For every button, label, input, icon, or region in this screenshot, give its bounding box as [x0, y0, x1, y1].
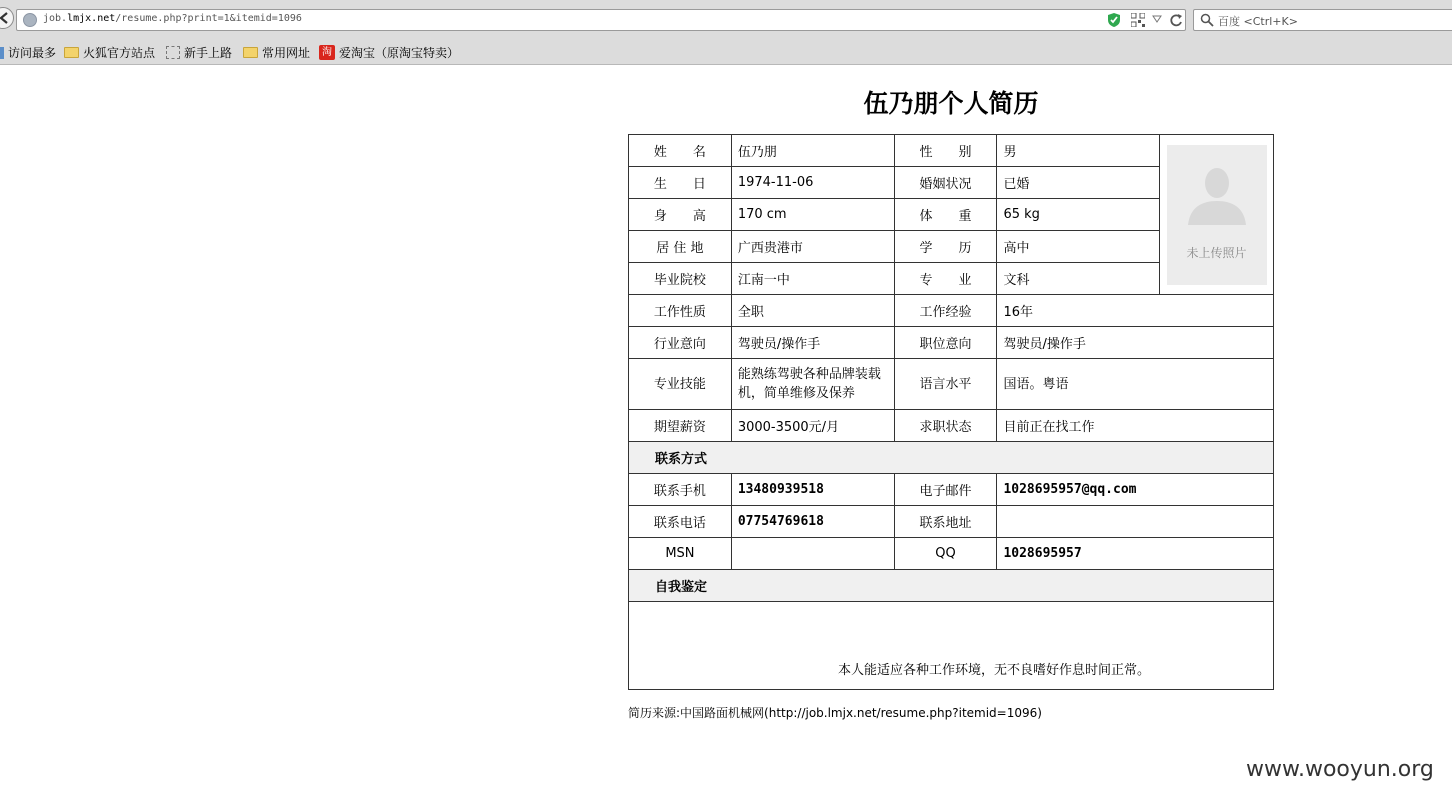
table-row	[629, 538, 1274, 570]
photo-label: 未上传照片	[1186, 245, 1247, 260]
self-assessment-text: 本人能适应各种工作环境，无不良嗜好作息时间正常。	[629, 602, 1274, 690]
value-experience: 16年	[997, 295, 1274, 327]
value-education: 高中	[997, 231, 1160, 263]
value-qq: 1028695957	[997, 538, 1274, 570]
label-residence: 居 住 地	[629, 231, 732, 263]
search-placeholder: 百度 <Ctrl+K>	[1218, 15, 1298, 28]
label-address: 联系地址	[894, 506, 997, 538]
label-major: 专 业	[894, 263, 997, 295]
folder-icon	[243, 47, 258, 58]
taobao-icon: 淘	[319, 45, 335, 60]
resume-source: 简历来源:中国路面机械网(http://job.lmjx.net/resume.php?itemid=1096)	[628, 706, 1042, 720]
value-height: 170 cm	[731, 199, 894, 231]
most-visited-icon	[0, 47, 4, 59]
search-input[interactable]	[1193, 9, 1452, 31]
photo-cell	[1160, 135, 1274, 295]
page-title: 伍乃朋个人简历	[863, 89, 1039, 118]
section-row	[629, 570, 1274, 602]
table-row	[629, 327, 1274, 359]
value-job-type: 全职	[731, 295, 894, 327]
reload-icon[interactable]	[1169, 12, 1183, 28]
bookmark-common-sites[interactable]: 常用网址	[243, 44, 310, 61]
value-position: 驾驶员/操作手	[997, 327, 1274, 359]
value-marital: 已婚	[997, 167, 1160, 199]
table-row	[629, 410, 1274, 442]
label-height: 身 高	[629, 199, 732, 231]
value-school: 江南一中	[731, 263, 894, 295]
label-marital: 婚姻状况	[894, 167, 997, 199]
value-gender: 男	[997, 135, 1160, 167]
label-msn: MSN	[629, 538, 732, 570]
value-mobile: 13480939518	[731, 474, 894, 506]
label-mobile: 联系手机	[629, 474, 732, 506]
label-skills: 专业技能	[629, 359, 732, 410]
bookmark-most-visited[interactable]: 访问最多	[0, 44, 56, 61]
photo-placeholder	[1167, 145, 1267, 285]
label-name: 姓 名	[629, 135, 732, 167]
section-self-heading: 自我鉴定	[629, 570, 1274, 602]
value-salary: 3000-3500元/月	[731, 410, 894, 442]
value-msn	[731, 538, 894, 570]
value-name: 伍乃朋	[731, 135, 894, 167]
label-birthday: 生 日	[629, 167, 732, 199]
value-industry: 驾驶员/操作手	[731, 327, 894, 359]
shield-icon[interactable]	[1107, 12, 1121, 28]
globe-icon	[23, 13, 37, 27]
folder-icon	[64, 47, 79, 58]
value-email: 1028695957@qq.com	[997, 474, 1274, 506]
dashed-box-icon	[166, 46, 180, 59]
qr-code-icon[interactable]	[1131, 13, 1145, 27]
back-arrow-icon	[0, 12, 9, 24]
table-row	[629, 506, 1274, 538]
resume-table	[628, 134, 1274, 690]
url-text: job.lmjx.net/resume.php?print=1&itemid=1096	[43, 13, 302, 24]
value-skills: 能熟练驾驶各种品牌装载机，简单维修及保养	[731, 359, 894, 410]
label-industry: 行业意向	[629, 327, 732, 359]
label-weight: 体 重	[894, 199, 997, 231]
value-status: 目前正在找工作	[997, 410, 1274, 442]
section-row	[629, 442, 1274, 474]
bookmarks-toolbar	[0, 40, 1452, 65]
label-job-type: 工作性质	[629, 295, 732, 327]
table-row	[629, 474, 1274, 506]
section-contact-heading: 联系方式	[629, 442, 1274, 474]
value-language: 国语。粤语	[997, 359, 1274, 410]
navigation-toolbar	[0, 0, 1452, 40]
table-row	[629, 359, 1274, 410]
table-row	[629, 295, 1274, 327]
value-phone: 07754769618	[731, 506, 894, 538]
value-major: 文科	[997, 263, 1160, 295]
table-row	[629, 135, 1274, 167]
label-salary: 期望薪资	[629, 410, 732, 442]
back-button[interactable]	[0, 7, 14, 29]
table-row	[629, 602, 1274, 690]
bookmark-firefox-site[interactable]: 火狐官方站点	[64, 44, 155, 61]
label-education: 学 历	[894, 231, 997, 263]
search-icon	[1200, 13, 1214, 27]
value-address	[997, 506, 1274, 538]
watermark: www.wooyun.org	[1246, 757, 1434, 782]
label-school: 毕业院校	[629, 263, 732, 295]
value-weight: 65 kg	[997, 199, 1160, 231]
value-residence: 广西贵港市	[731, 231, 894, 263]
label-language: 语言水平	[894, 359, 997, 410]
label-experience: 工作经验	[894, 295, 997, 327]
bookmark-getting-started[interactable]: 新手上路	[166, 44, 232, 61]
label-phone: 联系电话	[629, 506, 732, 538]
avatar-silhouette-icon	[1186, 165, 1248, 225]
label-position: 职位意向	[894, 327, 997, 359]
value-birthday: 1974-11-06	[731, 167, 894, 199]
label-gender: 性 别	[894, 135, 997, 167]
bookmark-aitaobao[interactable]: 淘 爱淘宝（原淘宝特卖）	[319, 44, 459, 61]
label-status: 求职状态	[894, 410, 997, 442]
label-qq: QQ	[894, 538, 997, 570]
url-input[interactable]	[16, 9, 1186, 31]
label-email: 电子邮件	[894, 474, 997, 506]
dropdown-arrow-icon[interactable]	[1152, 14, 1162, 24]
